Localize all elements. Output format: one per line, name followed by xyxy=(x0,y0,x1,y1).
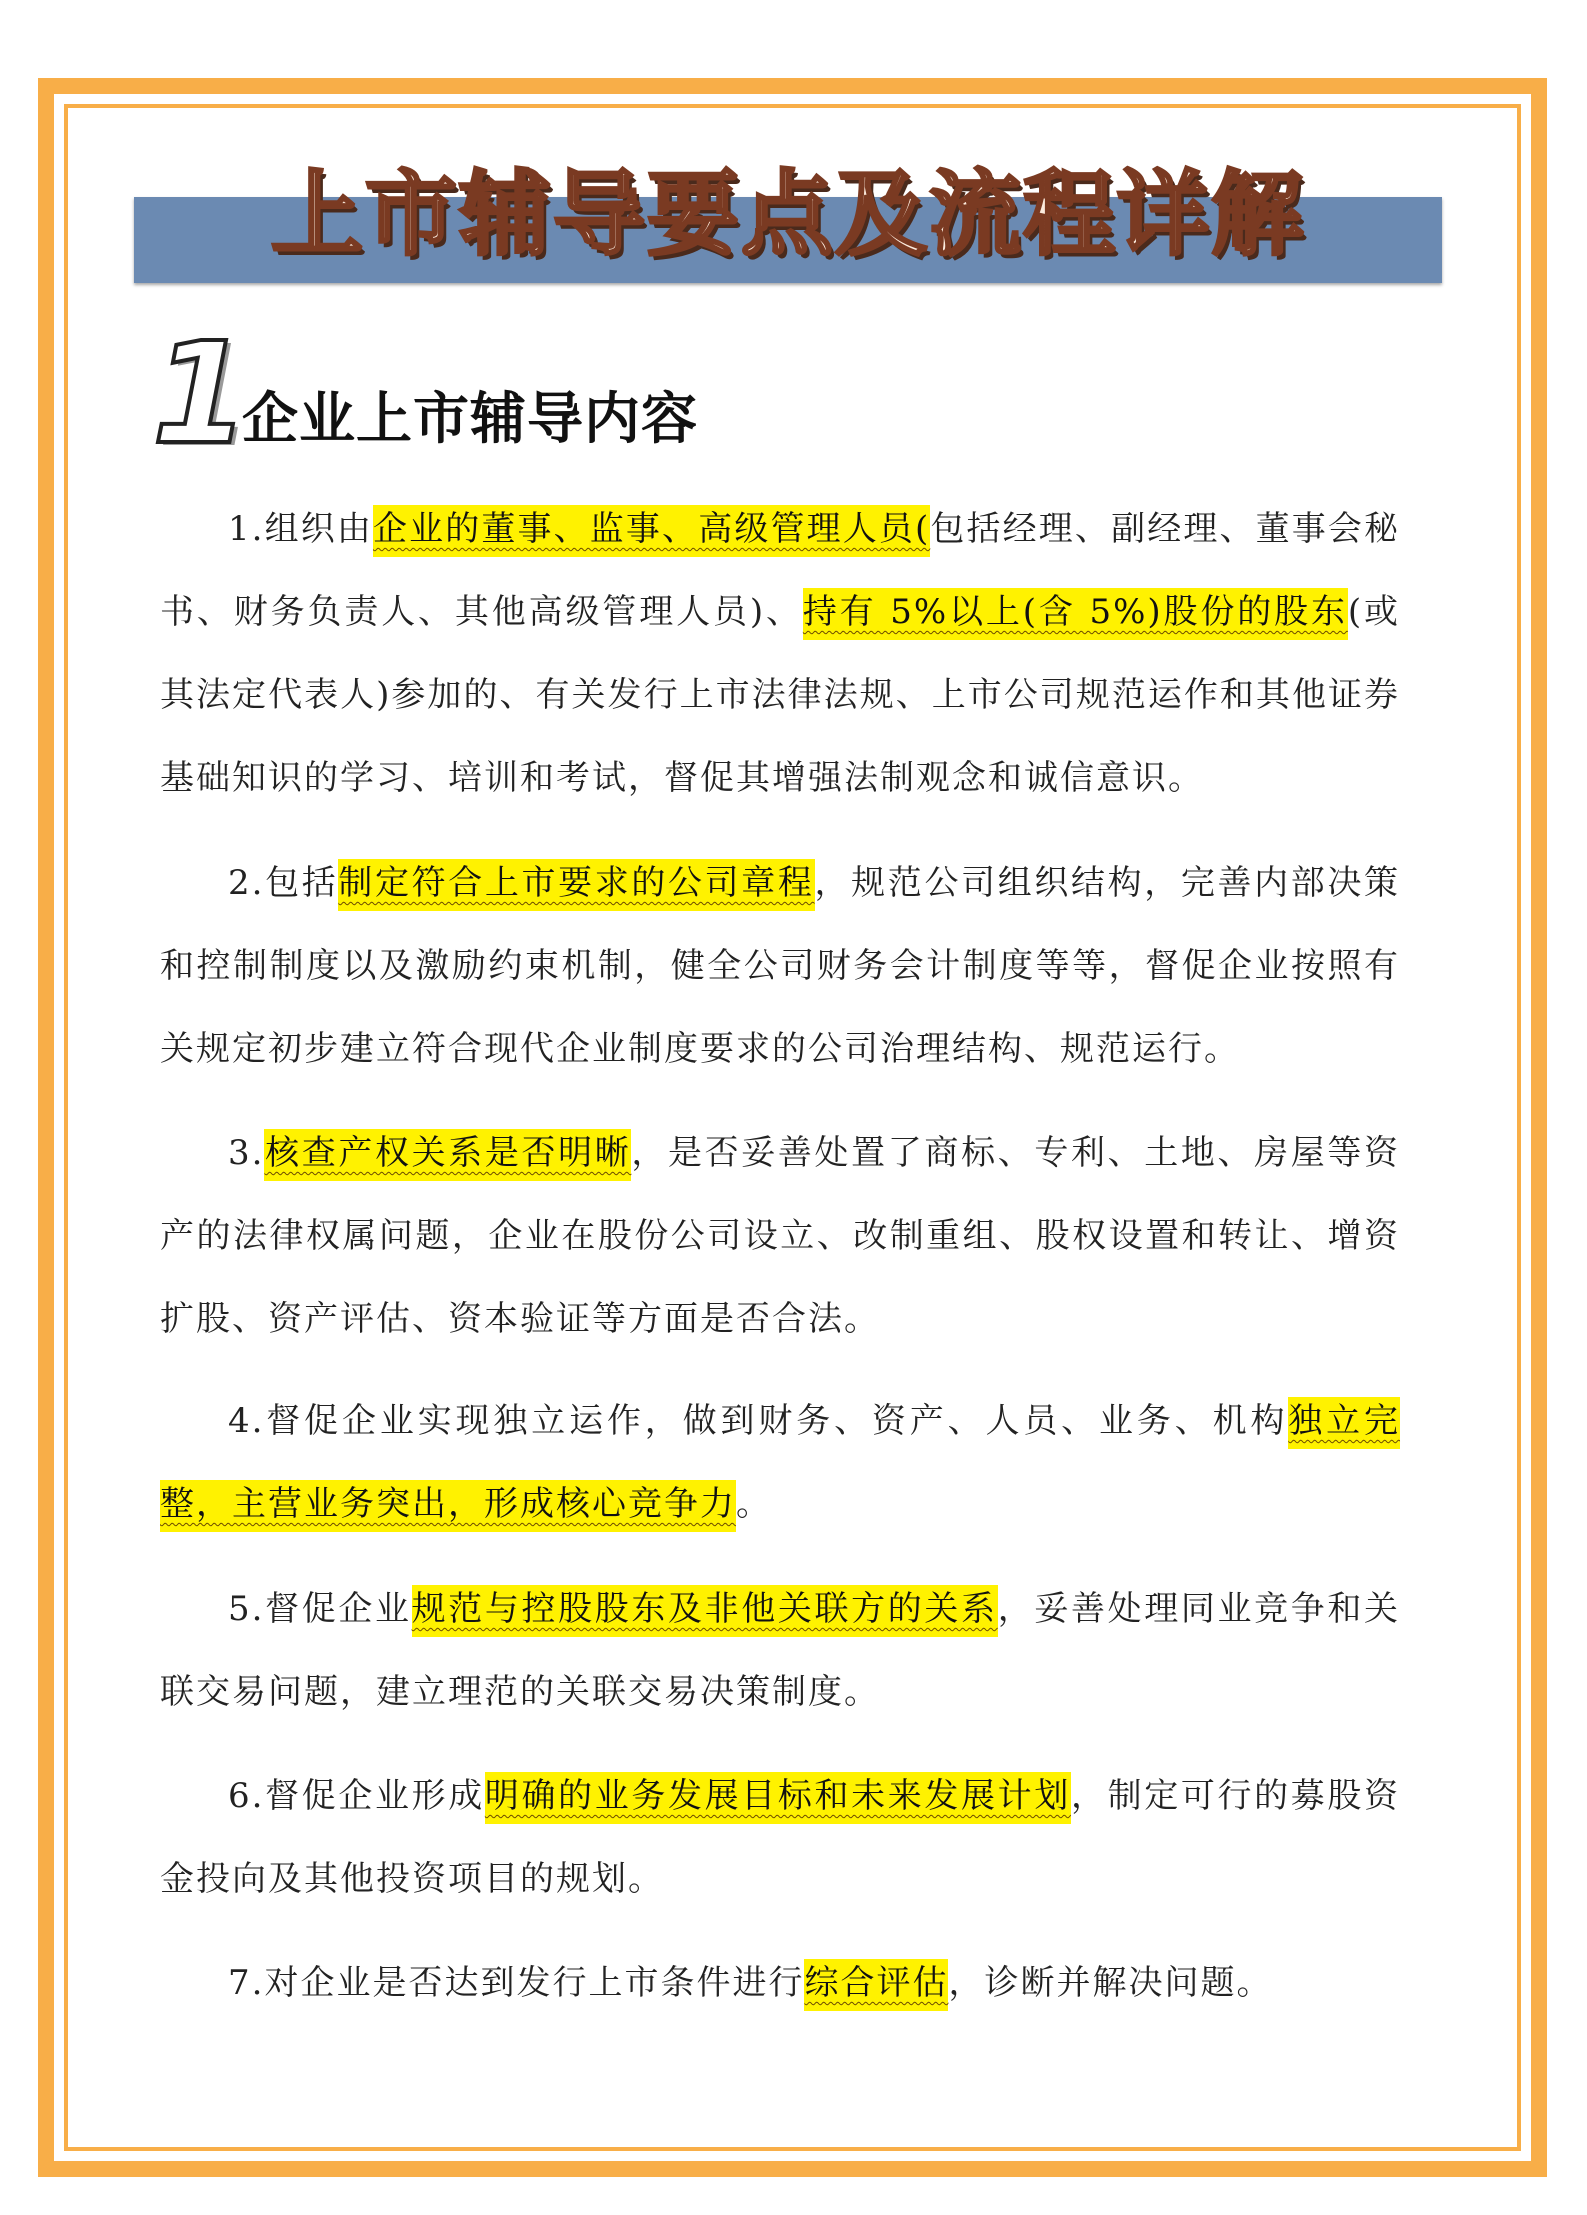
text: 4.督促企业实现独立运作，做到财务、资产、人员、业务、机构 xyxy=(228,1401,1289,1441)
highlighted-text: 制定符合上市要求的公司章程 xyxy=(338,859,814,911)
highlighted-text: 综合评估 xyxy=(804,1959,948,2011)
paragraph-7 xyxy=(160,1942,1400,2025)
text: 2.包括 xyxy=(228,863,339,903)
paragraph-2 xyxy=(160,842,1400,1091)
paragraph-1 xyxy=(160,488,1400,820)
text: (或其法定代表人)参加的、有关发行上市法律法规、上市公司规范运作和其他证券基础知识的学习、培训和考试，督促其增强法制观念和诚信意识。 xyxy=(160,592,1401,798)
section-heading: 企业上市辅导内容 xyxy=(242,387,698,452)
section-number-graphic: 1 xyxy=(152,313,250,476)
page-title: 上市辅导要点及流程详解 xyxy=(270,161,1305,268)
highlighted-text: 企业的董事、监事、高级管理人员( xyxy=(373,505,930,557)
text: 5.督促企业 xyxy=(228,1589,412,1629)
text: ，诊断并解决问题。 xyxy=(948,1963,1273,2003)
paragraph-3 xyxy=(160,1112,1400,1361)
highlighted-text: 持有 5%以上(含 5%)股份的股东 xyxy=(803,588,1348,640)
text: ，规范公司组织结构，完善内部决策和控制制度以及激励约束机制，健全公司财务会计制度等等，督促企业按照有关规定初步建立符合现代企业制度要求的公司治理结构、规范运行。 xyxy=(160,863,1401,1069)
paragraph-5 xyxy=(160,1568,1400,1734)
text: 包括经理、副经理、董事会秘书、财务负责人、其他高级管理人员)、 xyxy=(160,509,1401,632)
highlighted-text: 独立完整，主营业务突出，形成核心竞争力 xyxy=(160,1397,1400,1532)
highlighted-text: 规范与控股股东及非他关联方的关系 xyxy=(412,1585,998,1637)
text: 。 xyxy=(736,1484,772,1524)
text: 7.对企业是否达到发行上市条件进行 xyxy=(228,1963,805,2003)
paragraph-6 xyxy=(160,1755,1400,1921)
text: ，制定可行的募股资金投向及其他投资项目的规划。 xyxy=(160,1776,1400,1899)
paragraph-4 xyxy=(160,1380,1400,1546)
text: ，是否妥善处置了商标、专利、土地、房屋等资产的法律权属问题，企业在股份公司设立、改制重组、股权设置和转让、增资扩股、资产评估、资本验证等方面是否合法。 xyxy=(160,1133,1400,1339)
text: 1.组织由 xyxy=(228,509,373,549)
highlighted-text: 明确的业务发展目标和未来发展计划 xyxy=(485,1772,1071,1824)
text: 3. xyxy=(228,1133,265,1173)
highlighted-text: 核查产权关系是否明晰 xyxy=(264,1129,631,1181)
text: ，妥善处理同业竞争和关联交易问题，建立理范的关联交易决策制度。 xyxy=(160,1589,1400,1712)
text: 6.督促企业形成 xyxy=(228,1776,485,1816)
